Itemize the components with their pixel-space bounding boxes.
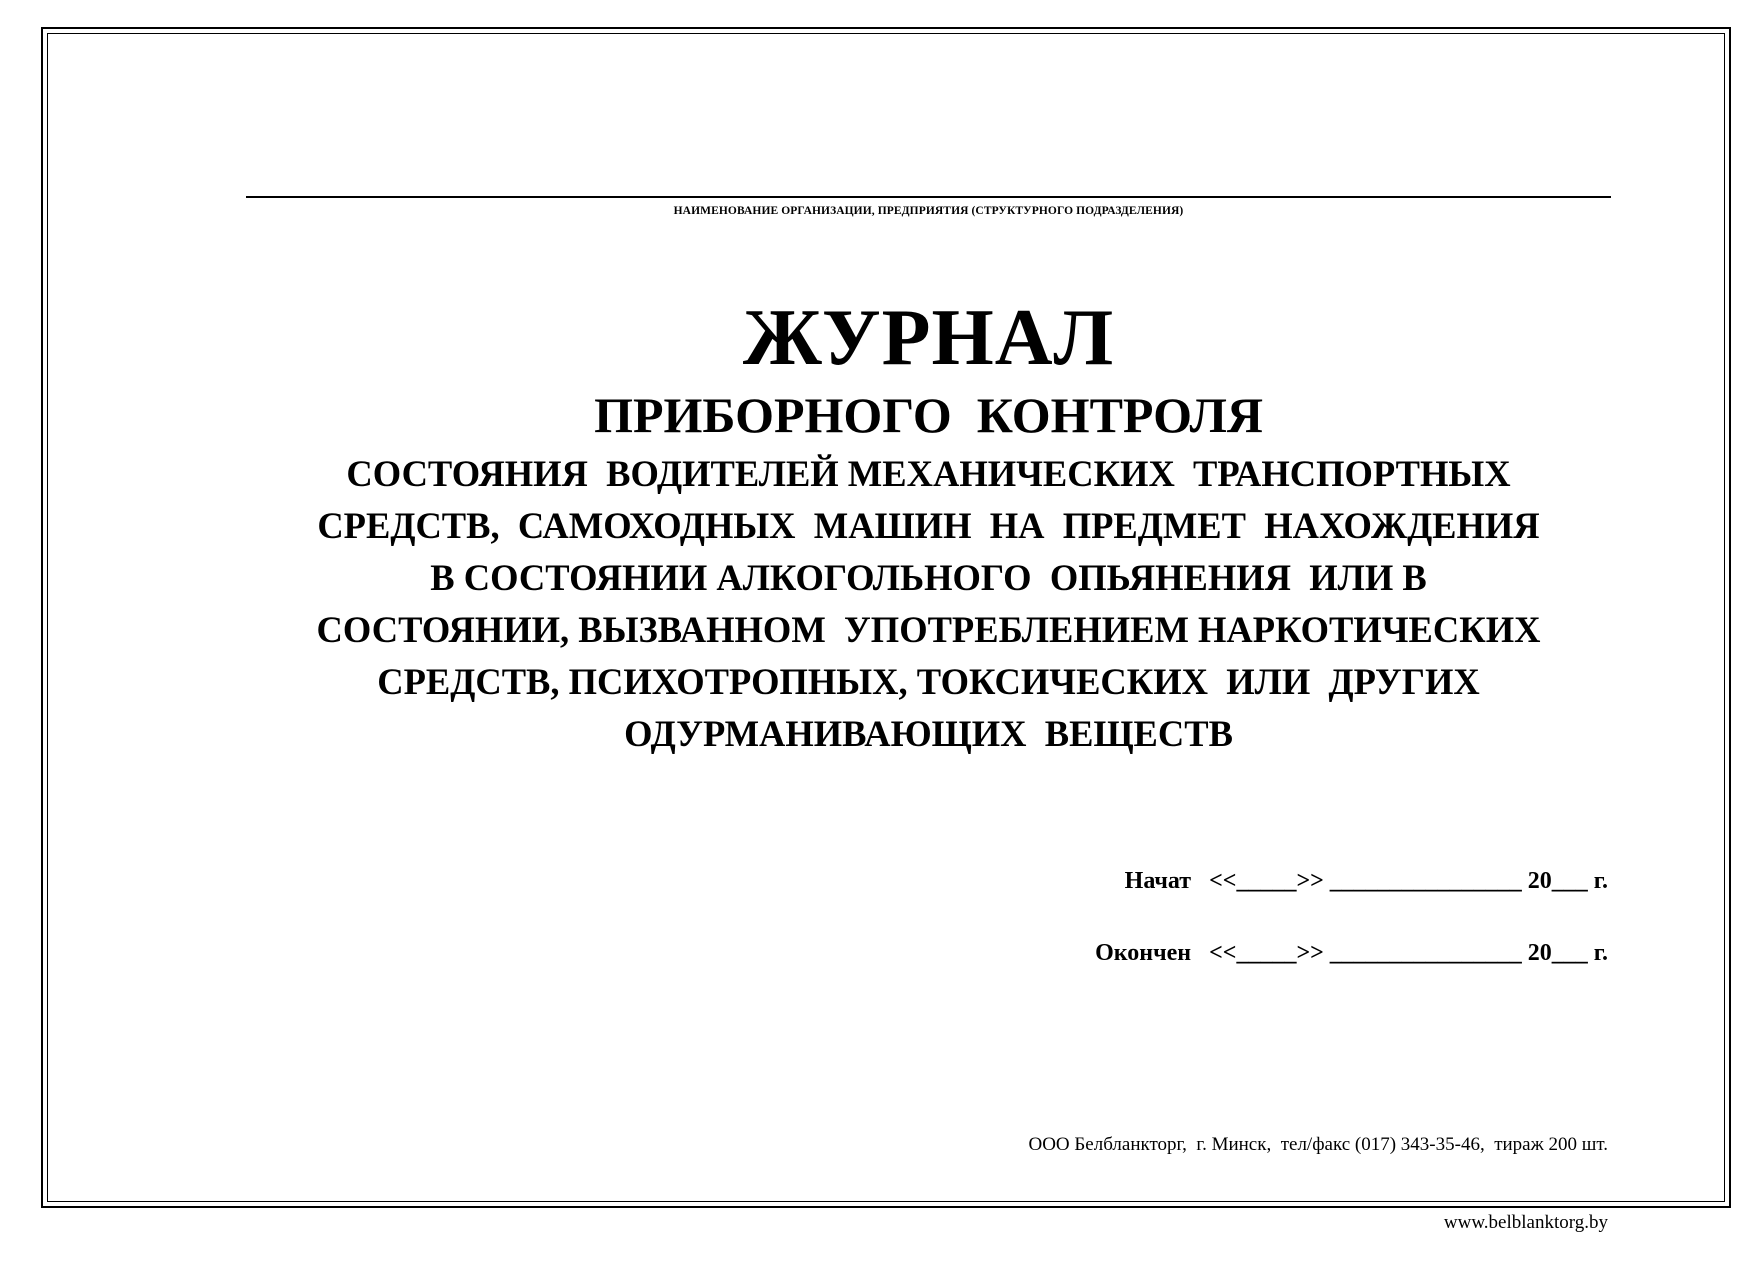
start-date-field: <<_____>> ________________ 20___ г. [1209, 868, 1608, 894]
description-line: ОДУРМАНИВАЮЩИХ ВЕЩЕСТВ [624, 713, 1233, 754]
journal-title: ЖУРНАЛ [742, 294, 1115, 382]
description-line: СРЕДСТВ, САМОХОДНЫХ МАШИН НА ПРЕДМЕТ НАХОЖДЕНИЯ [317, 505, 1540, 546]
end-date-row [1095, 940, 1608, 967]
publisher-line: ООО Белбланкторг, г. Минск, тел/факс (017) 343-35-46, тираж 200 шт. [1028, 1134, 1608, 1155]
end-date-label: Окончен [1095, 940, 1192, 966]
start-date-row [1125, 868, 1608, 895]
organization-caption: НАИМЕНОВАНИЕ ОРГАНИЗАЦИИ, ПРЕДПРИЯТИЯ (СТРУКТУРНОГО ПОДРАЗДЕЛЕНИЯ) [673, 205, 1184, 217]
description-line: В СОСТОЯНИИ АЛКОГОЛЬНОГО ОПЬЯНЕНИЯ ИЛИ В [430, 557, 1427, 598]
organization-name-line [246, 196, 1611, 198]
journal-subtitle: ПРИБОРНОГО КОНТРОЛЯ [594, 387, 1263, 443]
description-line: СРЕДСТВ, ПСИХОТРОПНЫХ, ТОКСИЧЕСКИХ ИЛИ ДРУГИХ [377, 661, 1480, 702]
description-line: СОСТОЯНИЯ ВОДИТЕЛЕЙ МЕХАНИЧЕСКИХ ТРАНСПОРТНЫХ [346, 453, 1511, 494]
end-date-field: <<_____>> ________________ 20___ г. [1209, 940, 1608, 966]
description-line: СОСТОЯНИИ, ВЫЗВАННОМ УПОТРЕБЛЕНИЕМ НАРКОТИЧЕСКИХ [316, 609, 1541, 650]
publisher-info [1028, 1080, 1608, 1262]
publisher-website: www.belblanktorg.by [1443, 1212, 1608, 1233]
journal-description [246, 448, 1611, 760]
start-date-label: Начат [1124, 868, 1192, 894]
